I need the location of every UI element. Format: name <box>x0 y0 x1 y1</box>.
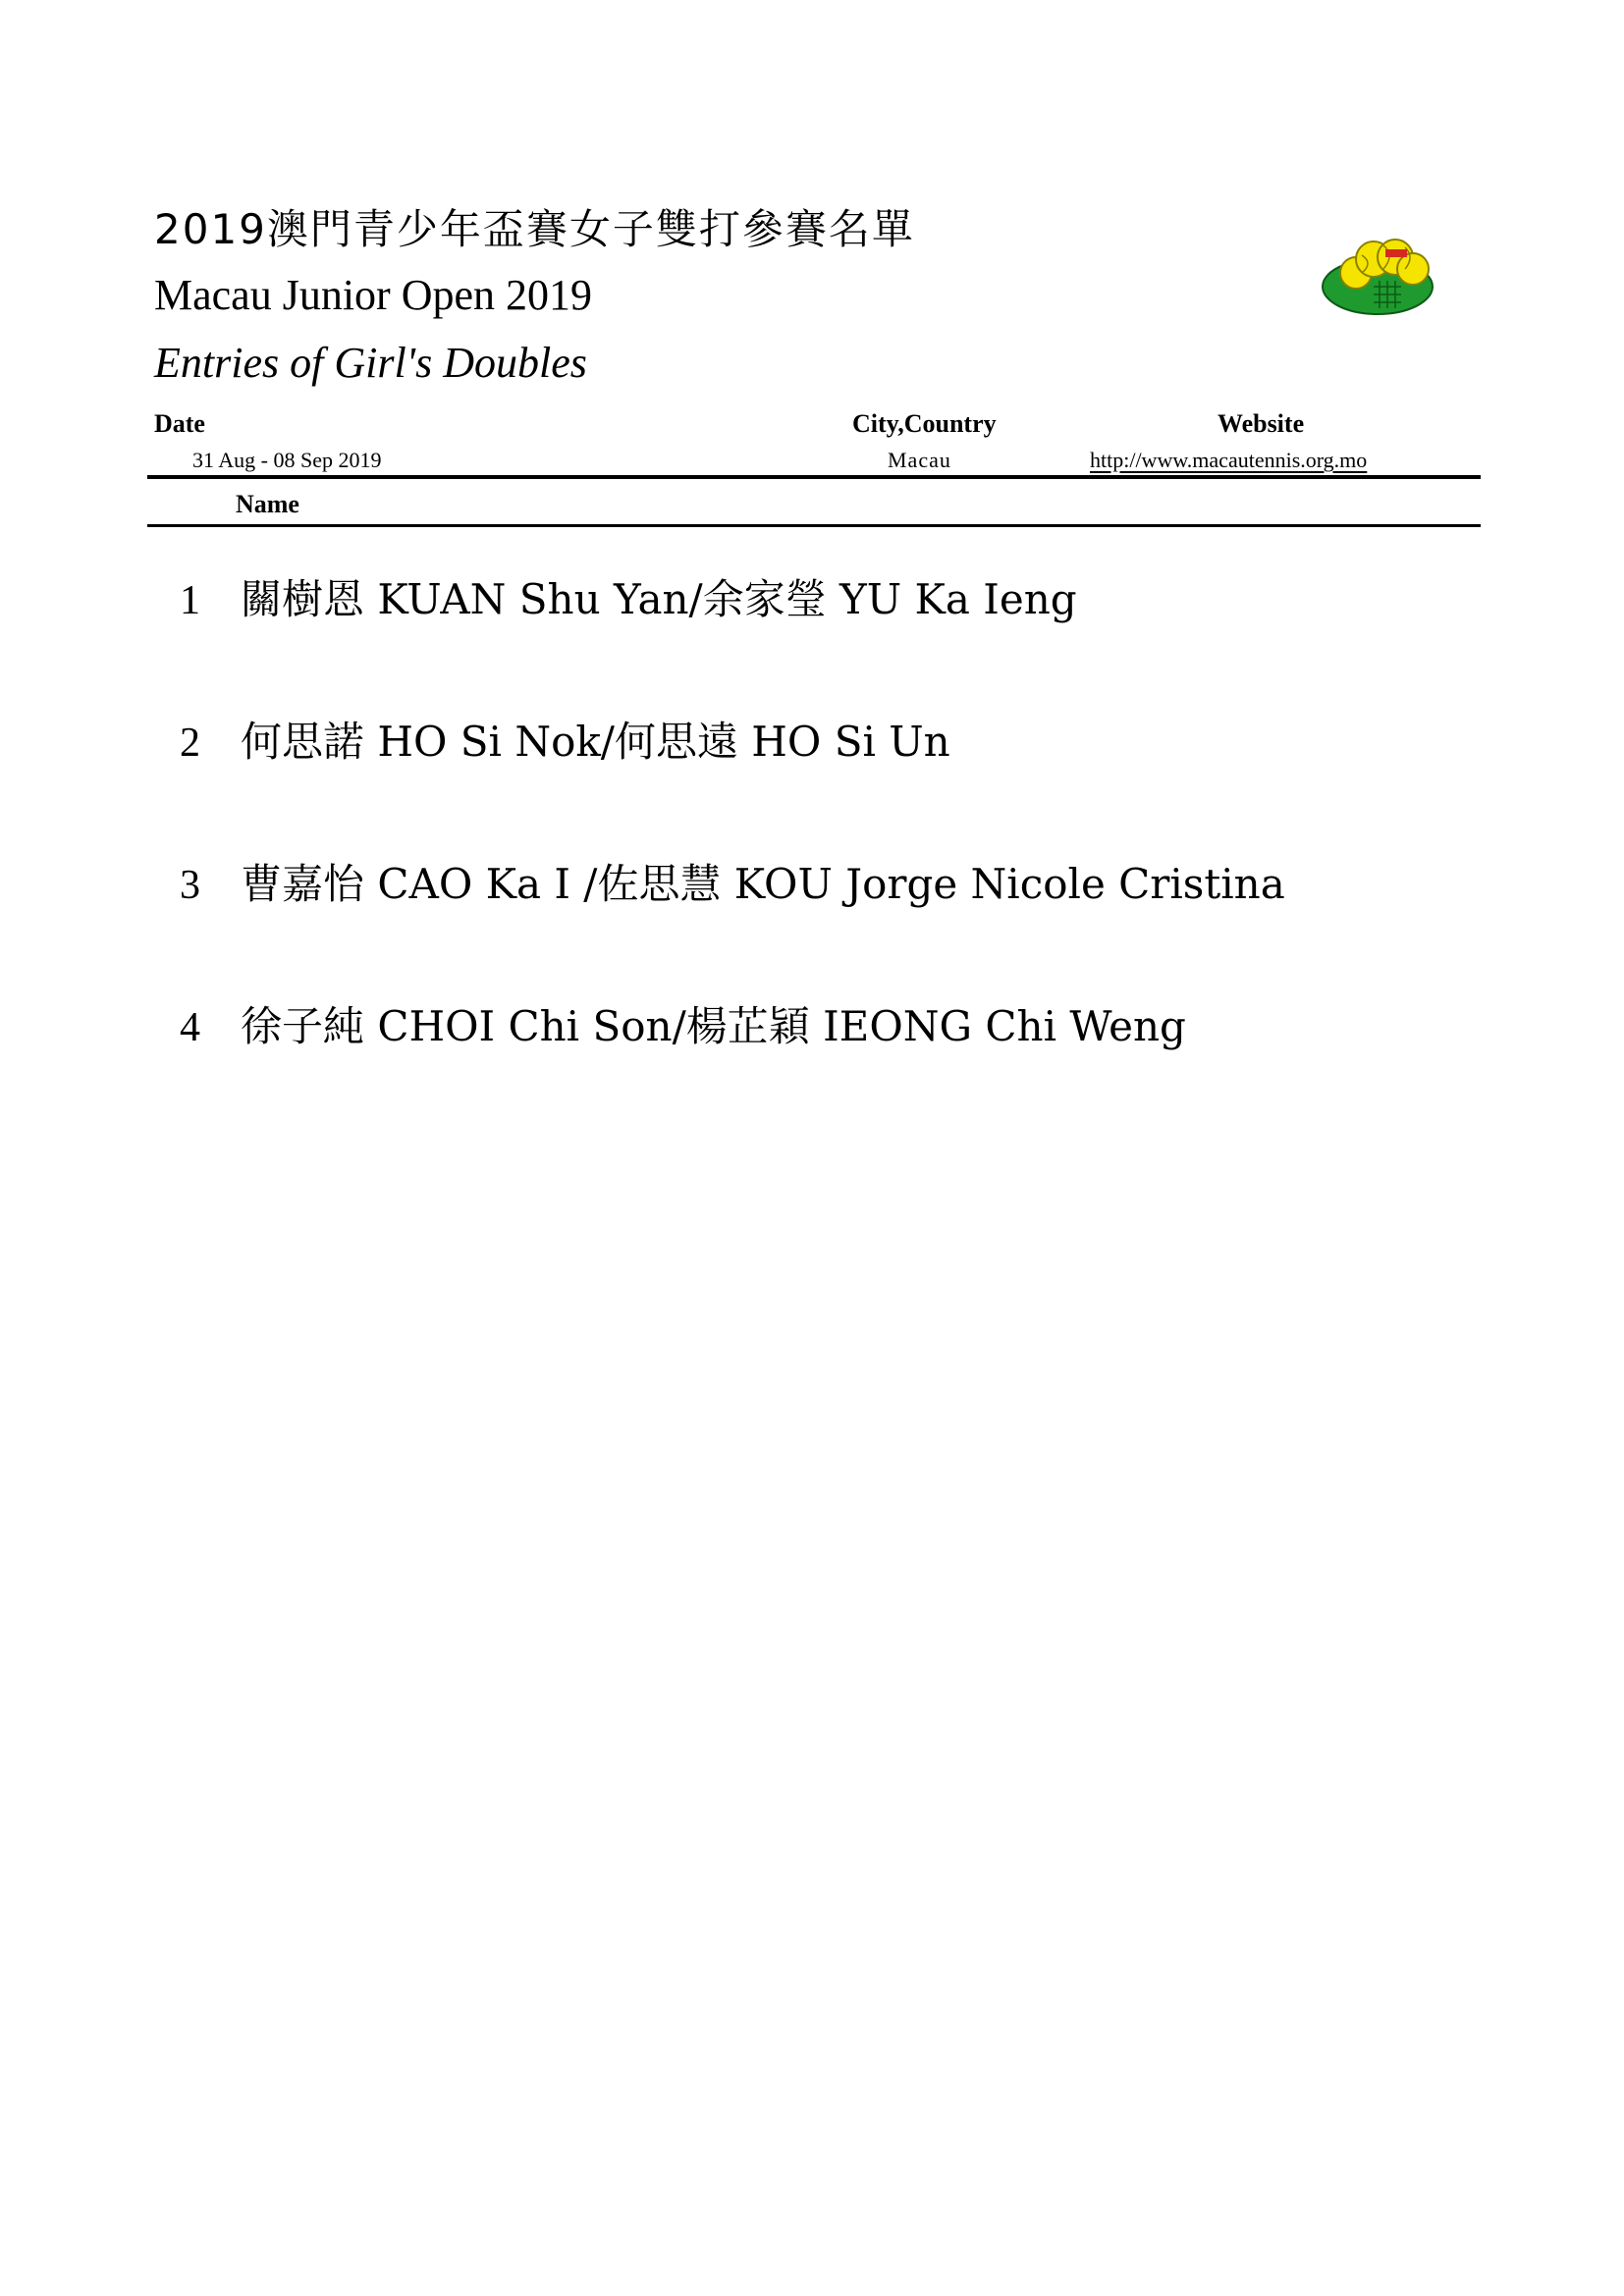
list-item <box>180 570 1077 629</box>
entry-number: 4 <box>180 1005 200 1050</box>
date-value: 31 Aug - 08 Sep 2019 <box>192 448 382 472</box>
tennis-balls-logo-icon <box>1319 226 1436 319</box>
list-item <box>180 713 950 772</box>
entry-names: 徐子純 CHOI Chi Son/楊芷穎 IEONG Chi Weng <box>241 1002 1186 1050</box>
date-label: Date <box>154 409 205 438</box>
city-country-value: Macau <box>888 448 951 472</box>
entry-number: 2 <box>180 721 200 766</box>
list-item <box>180 855 1285 914</box>
city-country-label: City,Country <box>852 409 997 438</box>
list-item <box>180 997 1186 1056</box>
header-divider-thin <box>147 524 1481 527</box>
entry-names: 何思諾 HO Si Nok/何思遠 HO Si Un <box>241 718 950 766</box>
page-title-chinese: 2019澳門青少年盃賽女子雙打參賽名單 <box>154 205 915 253</box>
header-divider-thick <box>147 475 1481 479</box>
entry-number: 3 <box>180 863 200 908</box>
entry-names: 曹嘉怡 CAO Ka I /佐思慧 KOU Jorge Nicole Cristina <box>241 860 1285 908</box>
website-label: Website <box>1218 409 1305 438</box>
website-link[interactable]: http://www.macautennis.org.mo <box>1090 448 1368 472</box>
page-subtitle: Entries of Girl's Doubles <box>154 339 587 387</box>
name-column-header: Name <box>236 490 299 518</box>
page-title-english: Macau Junior Open 2019 <box>154 271 593 319</box>
entry-number: 1 <box>180 578 200 623</box>
entry-names: 關樹恩 KUAN Shu Yan/余家瑩 YU Ka Ieng <box>241 575 1077 623</box>
